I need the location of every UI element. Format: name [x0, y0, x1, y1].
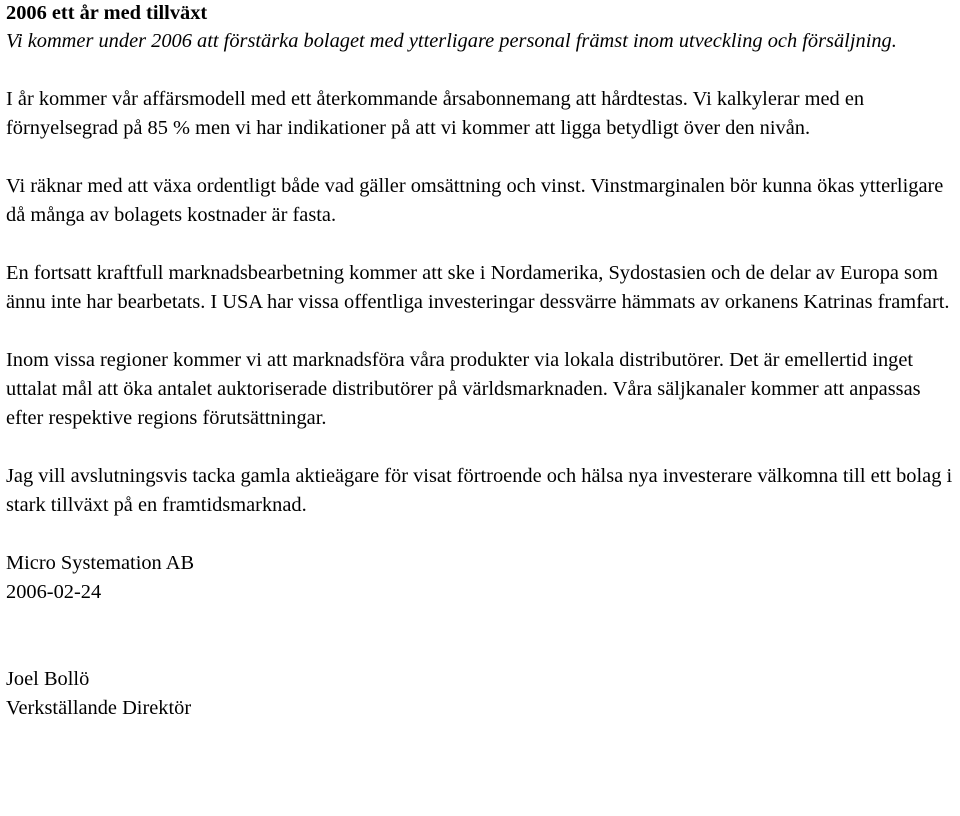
signer-title: Verkställande Direktör [6, 697, 192, 719]
section-heading: 2006 ett år med tillväxt [6, 2, 208, 24]
paragraph-business-model: I år kommer vår affärsmodell med ett återkommande årsabonnemang att hårdtestas. Vi kalkylerar med en förnyelsegrad på 85 % men vi har indikationer på att vi kommer att ligga betydligt över den nivån. [6, 88, 865, 139]
company-name: Micro Systemation AB [6, 552, 195, 574]
document-date: 2006-02-24 [6, 581, 102, 603]
lead-paragraph: Vi kommer under 2006 att förstärka bolaget med ytterligare personal främst inom utveckling och försäljning. [6, 30, 897, 52]
signer-name: Joel Bollö [6, 668, 90, 690]
paragraph-closing: Jag vill avslutningsvis tacka gamla aktieägare för visat förtroende och hälsa nya investerare välkomna till ett bolag i stark tillväxt på en framtidsmarknad. [6, 465, 953, 516]
paragraph-distributors: Inom vissa regioner kommer vi att marknadsföra våra produkter via lokala distributörer. Det är emellertid inget uttalat mål att öka antalet auktoriserade distributörer på världsmarknaden. Våra säljkanaler kommer att anpassas efter respektive regions förutsättningar. [6, 349, 921, 429]
paragraph-growth: Vi räknar med att växa ordentligt både vad gäller omsättning och vinst. Vinstmarginalen bör kunna ökas ytterligare då många av bolagets kostnader är fasta. [6, 175, 944, 226]
paragraph-marketing: En fortsatt kraftfull marknadsbearbetning kommer att ske i Nordamerika, Sydostasien och de delar av Europa som ännu inte har bearbetats. I USA har vissa offentliga investeringar dessvärre hämmats av orkanens Katrinas framfart. [6, 262, 950, 313]
document-page [6, 0, 958, 723]
